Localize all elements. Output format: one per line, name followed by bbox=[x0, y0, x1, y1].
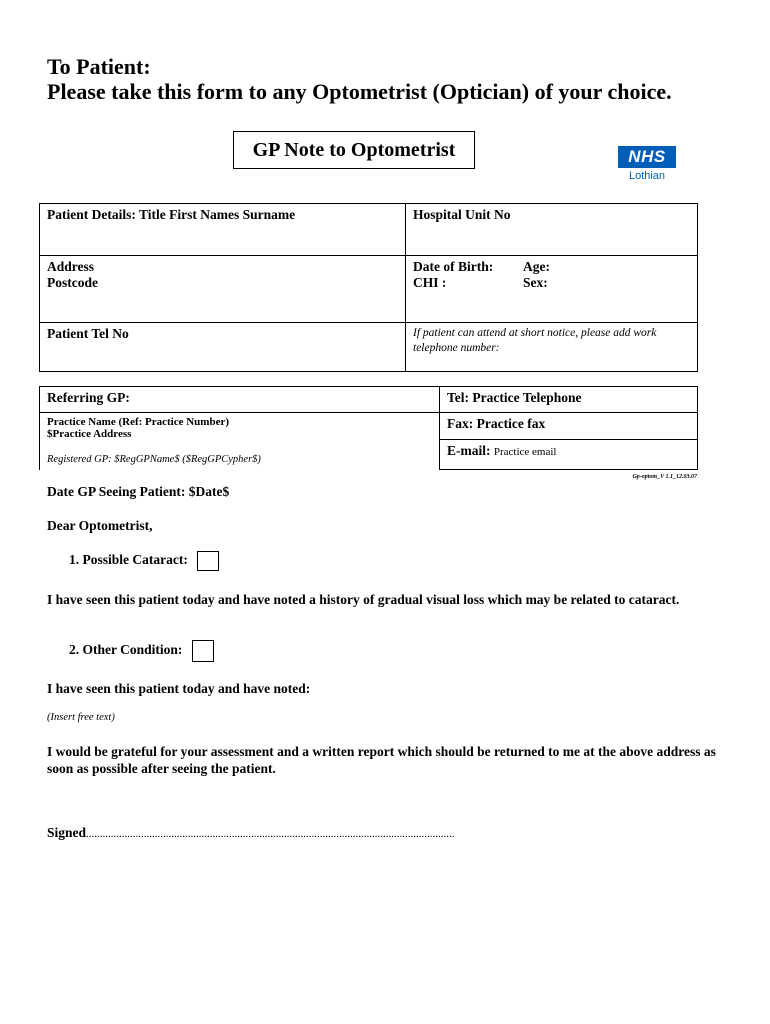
version-code: Gp-optom_V 1.1_12.03.07 bbox=[632, 474, 697, 480]
dob-label: Date of Birth: bbox=[413, 259, 494, 274]
signed-label: Signed bbox=[47, 825, 87, 840]
possible-cataract-item bbox=[69, 551, 219, 571]
chi-label: CHI : bbox=[413, 275, 447, 290]
to-patient-line: To Patient: bbox=[47, 54, 151, 79]
other-condition-label: 2. Other Condition: bbox=[69, 642, 183, 658]
greeting: Dear Optometrist, bbox=[47, 518, 153, 533]
patient-tel-label: Patient Tel No bbox=[47, 326, 129, 341]
referring-gp-table bbox=[39, 386, 698, 470]
fax-cell bbox=[440, 413, 698, 440]
patient-details-label: Patient Details: Title First Names Surname bbox=[47, 207, 296, 222]
cataract-paragraph: I have seen this patient today and have noted a history of gradual visual loss which may be related to cataract. bbox=[47, 592, 680, 607]
request-paragraph: I would be grateful for your assessment and a written report which should be returned to me at the above address as soon as possible after seeing the patient. bbox=[47, 744, 716, 776]
fax-value: Practice fax bbox=[476, 416, 546, 431]
referring-gp-label: Referring GP: bbox=[47, 390, 130, 405]
other-condition-checkbox[interactable] bbox=[192, 640, 214, 662]
patient-details-table bbox=[39, 203, 698, 372]
possible-cataract-label: 1. Possible Cataract: bbox=[69, 552, 188, 568]
nhs-lothian-logo bbox=[618, 146, 680, 186]
hospital-unit-cell[interactable] bbox=[406, 204, 698, 256]
nhs-logo-mark: NHS bbox=[618, 146, 676, 168]
work-tel-cell[interactable] bbox=[406, 323, 698, 372]
date-gp-seeing: Date GP Seeing Patient: $Date$ bbox=[47, 484, 230, 499]
instruction-line: Please take this form to any Optometrist (Optician) of your choice. bbox=[47, 79, 672, 104]
postcode-label: Postcode bbox=[47, 275, 98, 290]
form-title: GP Note to Optometrist bbox=[233, 131, 475, 169]
signature-field[interactable]: ...................................................................................................................................... bbox=[86, 828, 455, 840]
patient-tel-cell[interactable] bbox=[40, 323, 406, 372]
short-notice-text: If patient can attend at short notice, please add work telephone number: bbox=[413, 327, 657, 354]
practice-address: $Practice Address bbox=[47, 428, 132, 440]
tel-label: Tel: bbox=[447, 390, 470, 405]
referring-gp-cell bbox=[40, 387, 440, 413]
dob-cell[interactable] bbox=[406, 256, 698, 323]
tel-value: Practice Telephone bbox=[472, 390, 582, 405]
address-label: Address bbox=[47, 259, 95, 274]
possible-cataract-checkbox[interactable] bbox=[197, 551, 219, 571]
email-label: E-mail: bbox=[447, 443, 491, 458]
signature-line bbox=[47, 825, 455, 841]
patient-details-cell[interactable] bbox=[40, 204, 406, 256]
email-value: Practice email bbox=[493, 446, 557, 458]
practice-name: Practice Name (Ref: Practice Number) bbox=[47, 416, 230, 428]
other-condition-item bbox=[69, 640, 214, 662]
registered-gp: Registered GP: $RegGPName$ ($RegGPCypher$) bbox=[47, 454, 261, 465]
sex-label: Sex: bbox=[523, 275, 548, 290]
practice-cell bbox=[40, 413, 440, 470]
free-text-field[interactable]: (Insert free text) bbox=[47, 712, 115, 723]
age-label: Age: bbox=[523, 259, 550, 274]
noted-paragraph: I have seen this patient today and have noted: bbox=[47, 681, 311, 696]
address-cell[interactable] bbox=[40, 256, 406, 323]
fax-label: Fax: bbox=[447, 416, 474, 431]
email-cell bbox=[440, 440, 698, 470]
nhs-logo-subtitle: Lothian bbox=[628, 170, 666, 182]
patient-instructions-heading bbox=[47, 54, 687, 104]
hospital-unit-label: Hospital Unit No bbox=[413, 207, 511, 222]
tel-cell bbox=[440, 387, 698, 413]
